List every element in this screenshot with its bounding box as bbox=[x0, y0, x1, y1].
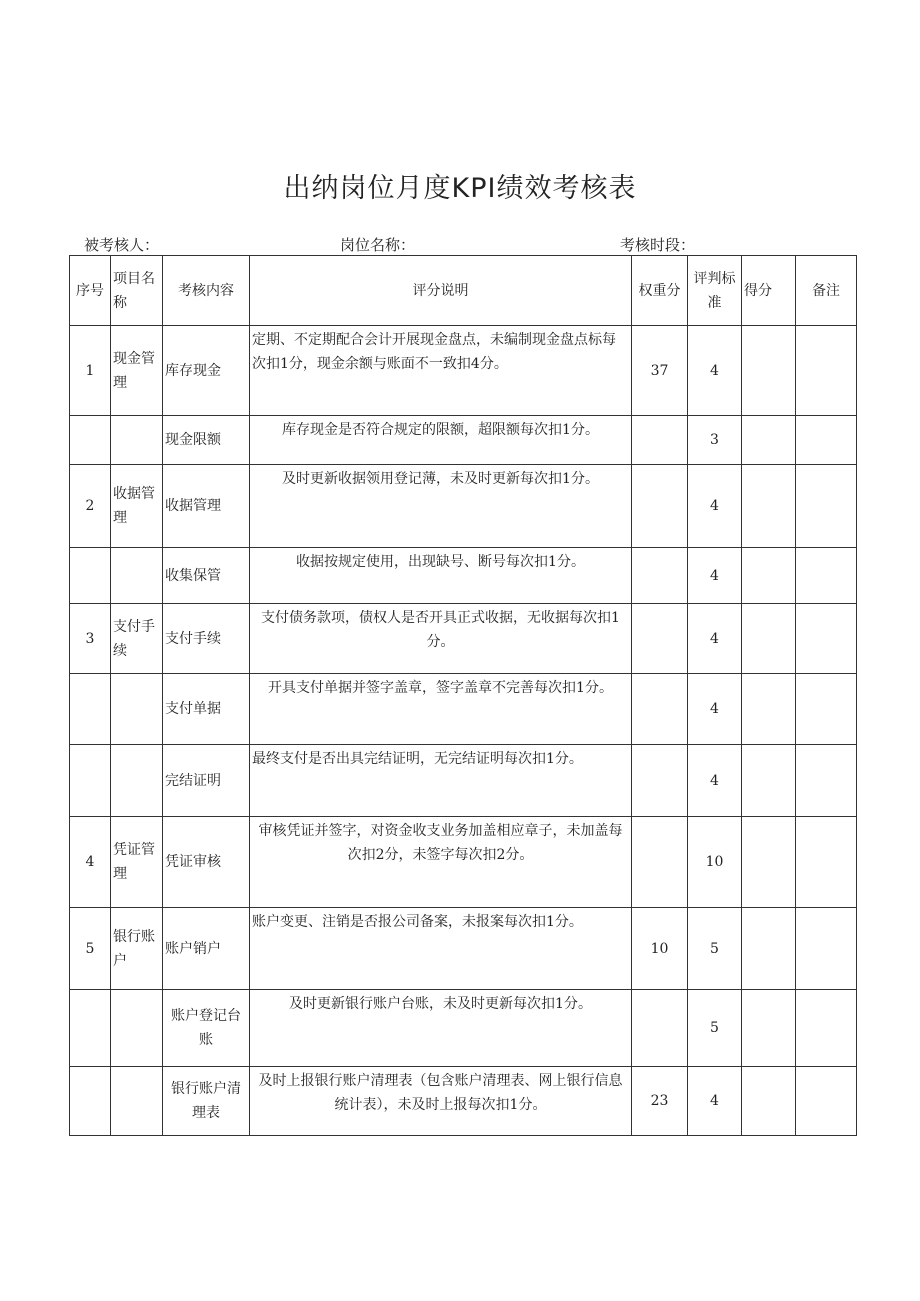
header-item: 项目名称 bbox=[111, 256, 163, 326]
row-content: 账户登记台账 bbox=[163, 990, 250, 1067]
table-row bbox=[70, 908, 857, 990]
position-label: 岗位名称： bbox=[340, 236, 416, 254]
row-weight: 37 bbox=[632, 326, 688, 416]
row-item: 凭证管理 bbox=[111, 817, 163, 908]
row-score bbox=[742, 416, 796, 465]
row-remark bbox=[796, 416, 857, 465]
table-row bbox=[70, 674, 857, 745]
row-desc: 最终支付是否出具完结证明，无完结证明每次扣1分。 bbox=[250, 745, 632, 817]
row-remark bbox=[796, 465, 857, 548]
header-weight: 权重分 bbox=[632, 256, 688, 326]
row-content: 现金限额 bbox=[163, 416, 250, 465]
row-weight bbox=[632, 604, 688, 674]
row-seq: 3 bbox=[70, 604, 111, 674]
row-remark bbox=[796, 604, 857, 674]
row-item: 收据管理 bbox=[111, 465, 163, 548]
row-standard: 5 bbox=[688, 908, 742, 990]
row-seq bbox=[70, 548, 111, 604]
row-remark bbox=[796, 674, 857, 745]
row-standard: 3 bbox=[688, 416, 742, 465]
row-standard: 4 bbox=[688, 604, 742, 674]
row-content: 完结证明 bbox=[163, 745, 250, 817]
table-row bbox=[70, 817, 857, 908]
row-standard: 4 bbox=[688, 745, 742, 817]
row-remark bbox=[796, 817, 857, 908]
row-desc: 及时更新收据领用登记薄，未及时更新每次扣1分。 bbox=[250, 465, 632, 548]
row-score bbox=[742, 674, 796, 745]
table-row bbox=[70, 1067, 857, 1136]
row-weight bbox=[632, 416, 688, 465]
row-weight: 10 bbox=[632, 908, 688, 990]
row-score bbox=[742, 908, 796, 990]
row-item bbox=[111, 674, 163, 745]
row-seq bbox=[70, 1067, 111, 1136]
row-standard: 4 bbox=[688, 674, 742, 745]
row-weight bbox=[632, 990, 688, 1067]
row-remark bbox=[796, 326, 857, 416]
row-content: 支付单据 bbox=[163, 674, 250, 745]
row-seq: 4 bbox=[70, 817, 111, 908]
table-row bbox=[70, 990, 857, 1067]
row-seq bbox=[70, 745, 111, 817]
row-seq bbox=[70, 674, 111, 745]
row-remark bbox=[796, 990, 857, 1067]
row-remark bbox=[796, 1067, 857, 1136]
row-item bbox=[111, 990, 163, 1067]
header-content: 考核内容 bbox=[163, 256, 250, 326]
row-seq bbox=[70, 416, 111, 465]
row-weight bbox=[632, 548, 688, 604]
row-standard: 4 bbox=[688, 465, 742, 548]
row-desc: 账户变更、注销是否报公司备案，未报案每次扣1分。 bbox=[250, 908, 632, 990]
row-score bbox=[742, 1067, 796, 1136]
table-row bbox=[70, 416, 857, 465]
row-score bbox=[742, 817, 796, 908]
row-desc: 开具支付单据并签字盖章，签字盖章不完善每次扣1分。 bbox=[250, 674, 632, 745]
header-remark: 备注 bbox=[796, 256, 857, 326]
row-content: 收集保管 bbox=[163, 548, 250, 604]
assessee-label: 被考核人： bbox=[84, 236, 160, 254]
row-remark bbox=[796, 548, 857, 604]
row-content: 支付手续 bbox=[163, 604, 250, 674]
row-content: 账户销户 bbox=[163, 908, 250, 990]
row-weight bbox=[632, 817, 688, 908]
row-seq: 1 bbox=[70, 326, 111, 416]
row-standard: 10 bbox=[688, 817, 742, 908]
row-weight bbox=[632, 465, 688, 548]
row-content: 凭证审核 bbox=[163, 817, 250, 908]
row-desc: 及时更新银行账户台账，未及时更新每次扣1分。 bbox=[250, 990, 632, 1067]
row-remark bbox=[796, 908, 857, 990]
table-row bbox=[70, 745, 857, 817]
row-item: 银行账户 bbox=[111, 908, 163, 990]
row-standard: 4 bbox=[688, 548, 742, 604]
row-seq bbox=[70, 990, 111, 1067]
table-row bbox=[70, 326, 857, 416]
row-desc: 支付债务款项，债权人是否开具正式收据，无收据每次扣1分。 bbox=[250, 604, 632, 674]
row-score bbox=[742, 326, 796, 416]
row-seq: 5 bbox=[70, 908, 111, 990]
row-item bbox=[111, 548, 163, 604]
page-title: 出纳岗位月度KPI绩效考核表 bbox=[283, 173, 637, 204]
row-desc: 定期、不定期配合会计开展现金盘点，未编制现金盘点标每次扣1分，现金余额与账面不一致扣4分。 bbox=[250, 326, 632, 416]
table-row bbox=[70, 548, 857, 604]
header-seq: 序号 bbox=[70, 256, 111, 326]
kpi-table bbox=[69, 255, 857, 1136]
table-row bbox=[70, 604, 857, 674]
row-desc: 及时上报银行账户清理表（包含账户清理表、网上银行信息统计表），未及时上报每次扣1分。 bbox=[250, 1067, 632, 1136]
row-standard: 4 bbox=[688, 1067, 742, 1136]
header-desc: 评分说明 bbox=[250, 256, 632, 326]
row-score bbox=[742, 465, 796, 548]
row-weight bbox=[632, 674, 688, 745]
header-standard: 评判标准 bbox=[688, 256, 742, 326]
row-remark bbox=[796, 745, 857, 817]
row-content: 银行账户清理表 bbox=[163, 1067, 250, 1136]
row-standard: 4 bbox=[688, 326, 742, 416]
header-score: 得分 bbox=[742, 256, 796, 326]
row-item: 支付手续 bbox=[111, 604, 163, 674]
row-standard: 5 bbox=[688, 990, 742, 1067]
row-content: 库存现金 bbox=[163, 326, 250, 416]
row-desc: 库存现金是否符合规定的限额，超限额每次扣1分。 bbox=[250, 416, 632, 465]
row-score bbox=[742, 604, 796, 674]
table-row bbox=[70, 465, 857, 548]
row-desc: 审核凭证并签字，对资金收支业务加盖相应章子，未加盖每次扣2分，未签字每次扣2分。 bbox=[250, 817, 632, 908]
period-label: 考核时段： bbox=[620, 236, 696, 254]
row-content: 收据管理 bbox=[163, 465, 250, 548]
row-item bbox=[111, 745, 163, 817]
row-weight bbox=[632, 745, 688, 817]
row-score bbox=[742, 990, 796, 1067]
row-score bbox=[742, 745, 796, 817]
table-header-row bbox=[70, 256, 857, 326]
row-item: 现金管理 bbox=[111, 326, 163, 416]
row-item bbox=[111, 1067, 163, 1136]
row-seq: 2 bbox=[70, 465, 111, 548]
row-item bbox=[111, 416, 163, 465]
row-weight: 23 bbox=[632, 1067, 688, 1136]
row-desc: 收据按规定使用，出现缺号、断号每次扣1分。 bbox=[250, 548, 632, 604]
row-score bbox=[742, 548, 796, 604]
